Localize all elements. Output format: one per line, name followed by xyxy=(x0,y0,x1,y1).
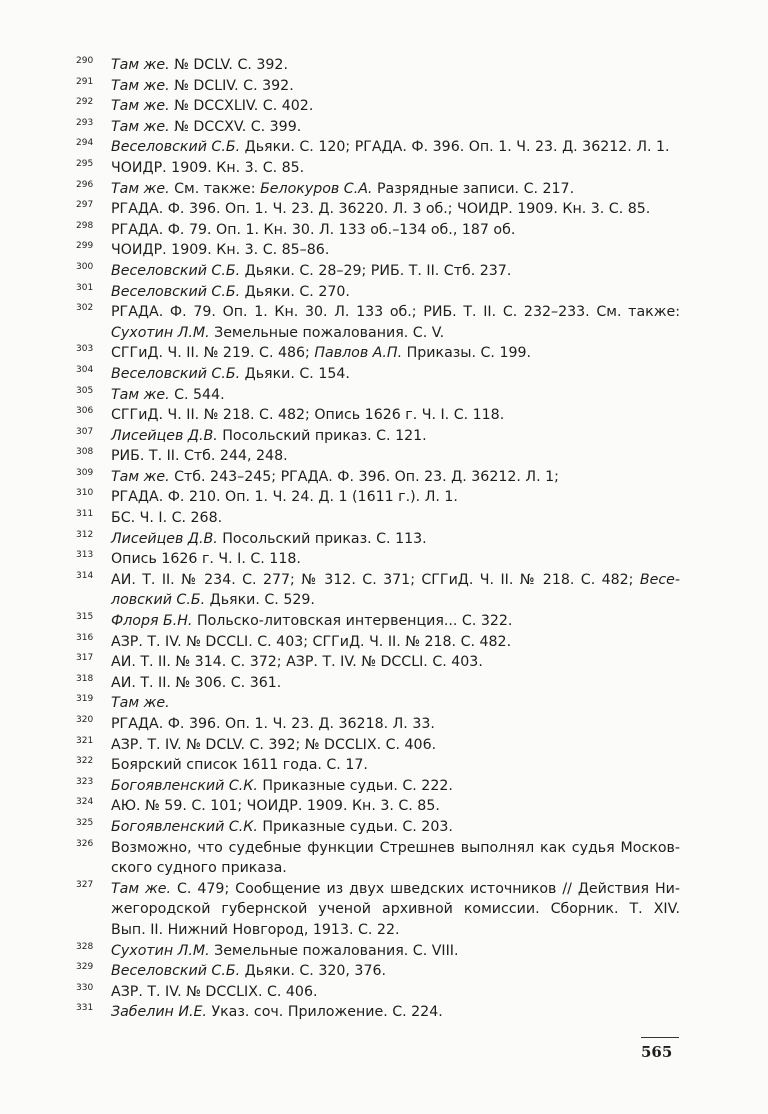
footnote-text: РГАДА. Ф. 210. Оп. 1. Ч. 24. Д. 1 (1611 г.). Л. 1. xyxy=(111,489,458,506)
footnote-number: 318 xyxy=(76,673,94,684)
footnote-298 xyxy=(76,220,680,241)
footnote-text: № DCLV. С. 392. xyxy=(169,57,288,73)
footnote-number: 301 xyxy=(76,282,94,293)
footnote-text: РГАДА. Ф. 396. Оп. 1. Ч. 23. Д. 36220. Л. 3 об.; ЧОИДР. 1909. Кн. 3. С. 85. xyxy=(111,201,651,218)
footnote-line xyxy=(111,632,680,653)
footnote-line xyxy=(111,652,680,673)
footnote-line xyxy=(111,796,680,817)
footnote-315 xyxy=(76,611,680,632)
footnote-author-text: Сухотин Л.М. xyxy=(111,324,210,341)
footnote-number: 297 xyxy=(76,200,94,211)
footnote-line xyxy=(111,1002,680,1023)
footnote-311 xyxy=(76,508,680,529)
footnote-number: 304 xyxy=(76,364,94,375)
footnote-line xyxy=(111,673,680,694)
footnote-number: 331 xyxy=(76,1003,94,1014)
footnote-321 xyxy=(76,735,680,756)
footnote-text: Польско-литовская интервенция... С. 322. xyxy=(192,613,513,630)
footnote-author-text: Флоря Б.Н. xyxy=(111,613,193,630)
footnote-text: Дьяки. С. 28–29; РИБ. Т. II. Стб. 237. xyxy=(240,262,512,279)
footnote-line xyxy=(111,405,680,426)
footnote-author-text: Там же. xyxy=(111,98,170,115)
footnote-line xyxy=(111,323,680,344)
footnote-number: 311 xyxy=(76,509,94,520)
footnote-299 xyxy=(76,240,680,261)
footnote-text: Посольский приказ. С. 121. xyxy=(217,427,427,444)
footnote-number: 321 xyxy=(76,735,94,746)
footnote-text: СГГиД. Ч. II. № 218. С. 482; Опись 1626 г. Ч. I. С. 118. xyxy=(111,407,505,424)
footnote-number: 306 xyxy=(76,406,94,417)
footnote-number: 293 xyxy=(76,117,94,128)
footnote-number: 329 xyxy=(76,962,94,973)
footnote-line xyxy=(111,158,680,179)
footnote-text: Стб. 243–245; РГАДА. Ф. 396. Оп. 23. Д. 36212. Л. 1; xyxy=(169,468,559,485)
footnote-line xyxy=(111,570,680,591)
footnote-number: 323 xyxy=(76,776,94,787)
footnote-author-text: Сухотин Л.М. xyxy=(111,942,210,959)
footnote-text: АИ. Т. II. № 306. С. 361. xyxy=(111,674,282,691)
footnote-309 xyxy=(76,467,680,488)
footnote-328 xyxy=(76,941,680,962)
footnote-author-text: Забелин И.Е. xyxy=(111,1004,207,1021)
footnote-number: 328 xyxy=(76,941,94,952)
footnote-text: АИ. Т. II. № 314. С. 372; АЗР. Т. IV. № DCCLI. С. 403. xyxy=(111,654,483,671)
footnote-text: АЮ. № 59. С. 101; ЧОИДР. 1909. Кн. 3. С. 85. xyxy=(111,798,440,815)
footnote-306 xyxy=(76,405,680,426)
footnote-text: № DCCXLIV. С. 402. xyxy=(169,98,314,115)
footnote-text: ЧОИДР. 1909. Кн. 3. С. 85–86. xyxy=(111,242,330,259)
footnote-text: См. также: xyxy=(169,180,261,197)
page-number: 565 xyxy=(641,1043,673,1061)
footnote-294 xyxy=(76,137,680,158)
footnote-text: РГАДА. Ф. 79. Оп. 1. Кн. 30. Л. 133 об.; РИБ. Т. II. С. 232–233. См. также: xyxy=(111,304,680,321)
footnote-line xyxy=(111,508,680,529)
footnote-line xyxy=(111,467,680,488)
footnote-293 xyxy=(76,117,680,138)
footnote-line xyxy=(111,261,680,282)
footnote-author-text: Там же. xyxy=(111,57,170,73)
footnote-number: 330 xyxy=(76,982,94,993)
footnote-number: 314 xyxy=(76,570,94,581)
footnote-author-text: Веселовский С.Б. xyxy=(111,139,241,156)
footnote-text: С. 479; Сообщение из двух шведских источников // Действия Ни- xyxy=(171,880,681,897)
footnote-325 xyxy=(76,817,680,838)
footnote-text: Дьяки. С. 120; РГАДА. Ф. 396. Оп. 1. Ч. 23. Д. 36212. Л. 1. xyxy=(240,139,670,156)
footnote-296 xyxy=(76,179,680,200)
footnote-text: Земельные пожалования. С. VIII. xyxy=(209,942,459,959)
footnote-text: АЗР. Т. IV. № DCLV. С. 392; № DCCLIX. С. 406. xyxy=(111,736,437,753)
footnote-number: 325 xyxy=(76,817,94,828)
footnote-text: Земельные пожалования. С. V. xyxy=(209,324,445,341)
footnote-author-text: Весе- xyxy=(639,571,680,588)
footnote-line xyxy=(111,487,680,508)
footnote-author-text: Там же. xyxy=(111,468,170,485)
footnote-number: 296 xyxy=(76,179,94,190)
footnote-290 xyxy=(76,55,680,76)
footnote-text: ского судного приказа. xyxy=(111,860,287,877)
footnote-number: 313 xyxy=(76,550,94,561)
footnote-number: 294 xyxy=(76,138,94,149)
footnote-line xyxy=(111,858,680,879)
footnote-number: 320 xyxy=(76,715,94,725)
footnote-308 xyxy=(76,446,680,467)
footnotes-list xyxy=(76,55,680,1023)
footnote-text: Приказные судьи. С. 203. xyxy=(257,818,453,835)
footnote-line xyxy=(111,117,680,138)
footnote-316 xyxy=(76,632,680,653)
footnote-line xyxy=(111,343,680,364)
footnote-line xyxy=(111,282,680,303)
footnote-number: 300 xyxy=(76,261,94,272)
footnote-292 xyxy=(76,96,680,117)
footnote-295 xyxy=(76,158,680,179)
footnote-line xyxy=(111,55,680,76)
footnote-text: БС. Ч. I. С. 268. xyxy=(111,510,223,527)
footnote-number: 307 xyxy=(76,426,94,437)
footnote-305 xyxy=(76,385,680,406)
footnote-number: 303 xyxy=(76,344,94,355)
footnote-text: Указ. соч. Приложение. С. 224. xyxy=(206,1004,443,1021)
footnote-text: Приказные судьи. С. 222. xyxy=(257,777,453,794)
footnote-author-text: Богоявленский С.К. xyxy=(111,777,258,794)
footnote-author-text: Веселовский С.Б. xyxy=(111,365,241,382)
footnote-line xyxy=(111,982,680,1003)
footnote-line xyxy=(111,941,680,962)
footnote-number: 326 xyxy=(76,838,94,849)
footnote-322 xyxy=(76,755,680,776)
footnote-number: 310 xyxy=(76,488,94,499)
footnote-text: № DCLIV. С. 392. xyxy=(169,77,294,94)
footnote-327 xyxy=(76,879,680,941)
footnote-number: 309 xyxy=(76,467,94,478)
footnote-text: АЗР. Т. IV. № DCCLI. С. 403; СГГиД. Ч. II. № 218. С. 482. xyxy=(111,633,512,650)
footnote-number: 292 xyxy=(76,97,94,108)
footnote-text: РГАДА. Ф. 79. Оп. 1. Кн. 30. Л. 133 об.–134 об., 187 об. xyxy=(111,221,516,238)
footnote-326 xyxy=(76,838,680,879)
footnote-text: Посольский приказ. С. 113. xyxy=(217,530,427,547)
footnote-line xyxy=(111,76,680,97)
footnote-number: 291 xyxy=(76,76,94,87)
footnote-line xyxy=(111,776,680,797)
footnote-line xyxy=(111,549,680,570)
footnote-number: 295 xyxy=(76,158,94,169)
footnote-331 xyxy=(76,1002,680,1023)
footnote-number: 322 xyxy=(76,756,94,767)
footnote-text: Разрядные записи. С. 217. xyxy=(372,180,575,197)
footnote-291 xyxy=(76,76,680,97)
footnote-329 xyxy=(76,961,680,982)
footnote-line xyxy=(111,879,680,900)
footnote-text: Приказы. С. 199. xyxy=(402,345,532,362)
footnote-text: СГГиД. Ч. II. № 219. С. 486; xyxy=(111,345,315,362)
footnote-author-text: Веселовский С.Б. xyxy=(111,963,241,980)
footnote-author-text: Веселовский С.Б. xyxy=(111,262,241,279)
page-number-rule xyxy=(641,1037,679,1038)
footnote-number: 327 xyxy=(76,879,94,890)
footnote-line xyxy=(111,961,680,982)
footnote-text: Дьяки. С. 320, 376. xyxy=(240,963,387,980)
footnote-317 xyxy=(76,652,680,673)
footnote-line xyxy=(111,838,680,859)
footnote-number: 316 xyxy=(76,632,94,643)
footnote-314 xyxy=(76,570,680,611)
footnote-line xyxy=(111,96,680,117)
footnote-author-text: Там же. xyxy=(111,118,170,135)
footnote-author-text: Лисейцев Д.В. xyxy=(111,530,218,547)
footnote-author-text: Богоявленский С.К. xyxy=(111,818,258,835)
footnote-author-text: Павлов А.П. xyxy=(314,345,403,362)
footnote-300 xyxy=(76,261,680,282)
footnote-text: РИБ. Т. II. Стб. 244, 248. xyxy=(111,448,288,465)
footnote-313 xyxy=(76,549,680,570)
footnote-310 xyxy=(76,487,680,508)
footnote-author-text: Там же. xyxy=(111,695,170,712)
footnote-author-text: Там же. xyxy=(111,77,170,94)
footnote-number: 312 xyxy=(76,529,94,540)
footnote-text: РГАДА. Ф. 396. Оп. 1. Ч. 23. Д. 36218. Л. 33. xyxy=(111,716,435,732)
footnote-line xyxy=(111,426,680,447)
footnote-author-text: Белокуров С.А. xyxy=(260,180,373,197)
footnote-text: Опись 1626 г. Ч. I. С. 118. xyxy=(111,551,301,568)
footnote-line xyxy=(111,590,680,611)
footnote-324 xyxy=(76,796,680,817)
footnote-text: Боярский список 1611 года. С. 17. xyxy=(111,757,368,774)
footnote-number: 319 xyxy=(76,694,94,705)
footnote-text: Вып. II. Нижний Новгород, 1913. С. 22. xyxy=(111,921,400,938)
footnote-318 xyxy=(76,673,680,694)
footnote-number: 315 xyxy=(76,612,94,623)
footnote-text: АЗР. Т. IV. № DCCLIX. С. 406. xyxy=(111,983,318,1000)
footnote-text: ЧОИДР. 1909. Кн. 3. С. 85. xyxy=(111,159,305,176)
footnote-number: 317 xyxy=(76,653,94,664)
footnote-text: Дьяки. С. 154. xyxy=(240,365,350,382)
footnote-line xyxy=(111,446,680,467)
footnote-line xyxy=(111,899,680,920)
footnote-line xyxy=(111,240,680,261)
footnote-text: АИ. Т. II. № 234. С. 277; № 312. С. 371; СГГиД. Ч. II. № 218. С. 482; xyxy=(111,571,640,588)
footnote-323 xyxy=(76,776,680,797)
footnote-line xyxy=(111,364,680,385)
footnote-line xyxy=(111,714,680,735)
footnote-line xyxy=(111,817,680,838)
footnote-320 xyxy=(76,714,680,735)
footnote-line xyxy=(111,611,680,632)
footnote-307 xyxy=(76,426,680,447)
footnote-line xyxy=(111,199,680,220)
footnote-number: 290 xyxy=(76,56,94,66)
footnote-line xyxy=(111,137,680,158)
footnote-text: Дьяки. С. 270. xyxy=(240,283,350,300)
footnote-author-text: ловский С.Б. xyxy=(111,592,206,609)
footnote-number: 308 xyxy=(76,447,94,458)
footnote-number: 305 xyxy=(76,385,94,396)
footnote-297 xyxy=(76,199,680,220)
footnote-number: 299 xyxy=(76,241,94,252)
footnote-line xyxy=(111,755,680,776)
footnote-text: Дьяки. С. 529. xyxy=(205,592,315,609)
footnote-301 xyxy=(76,282,680,303)
footnote-line xyxy=(111,179,680,200)
footnote-line xyxy=(111,529,680,550)
footnote-303 xyxy=(76,343,680,364)
footnote-author-text: Веселовский С.Б. xyxy=(111,283,241,300)
footnote-line xyxy=(111,693,680,714)
footnote-author-text: Лисейцев Д.В. xyxy=(111,427,218,444)
footnote-text: С. 544. xyxy=(169,386,225,403)
footnote-line xyxy=(111,735,680,756)
footnote-author-text: Там же. xyxy=(111,180,170,197)
footnote-author-text: Там же. xyxy=(111,880,172,897)
footnote-number: 324 xyxy=(76,797,94,808)
footnote-line xyxy=(111,220,680,241)
footnote-line xyxy=(111,302,680,323)
footnote-302 xyxy=(76,302,680,343)
footnote-line xyxy=(111,920,680,941)
footnote-number: 302 xyxy=(76,303,94,314)
footnote-319 xyxy=(76,693,680,714)
footnote-312 xyxy=(76,529,680,550)
footnote-text: Возможно, что судебные функции Стрешнев выполнял как судья Москов- xyxy=(111,839,680,856)
footnote-304 xyxy=(76,364,680,385)
footnote-author-text: Там же. xyxy=(111,386,170,403)
footnote-330 xyxy=(76,982,680,1003)
footnote-text: № DCCXV. С. 399. xyxy=(169,118,302,135)
footnote-line xyxy=(111,385,680,406)
footnote-number: 298 xyxy=(76,220,94,231)
footnote-text: жегородской губернской ученой архивной комиссии. Сборник. Т. XIV. xyxy=(111,901,680,918)
